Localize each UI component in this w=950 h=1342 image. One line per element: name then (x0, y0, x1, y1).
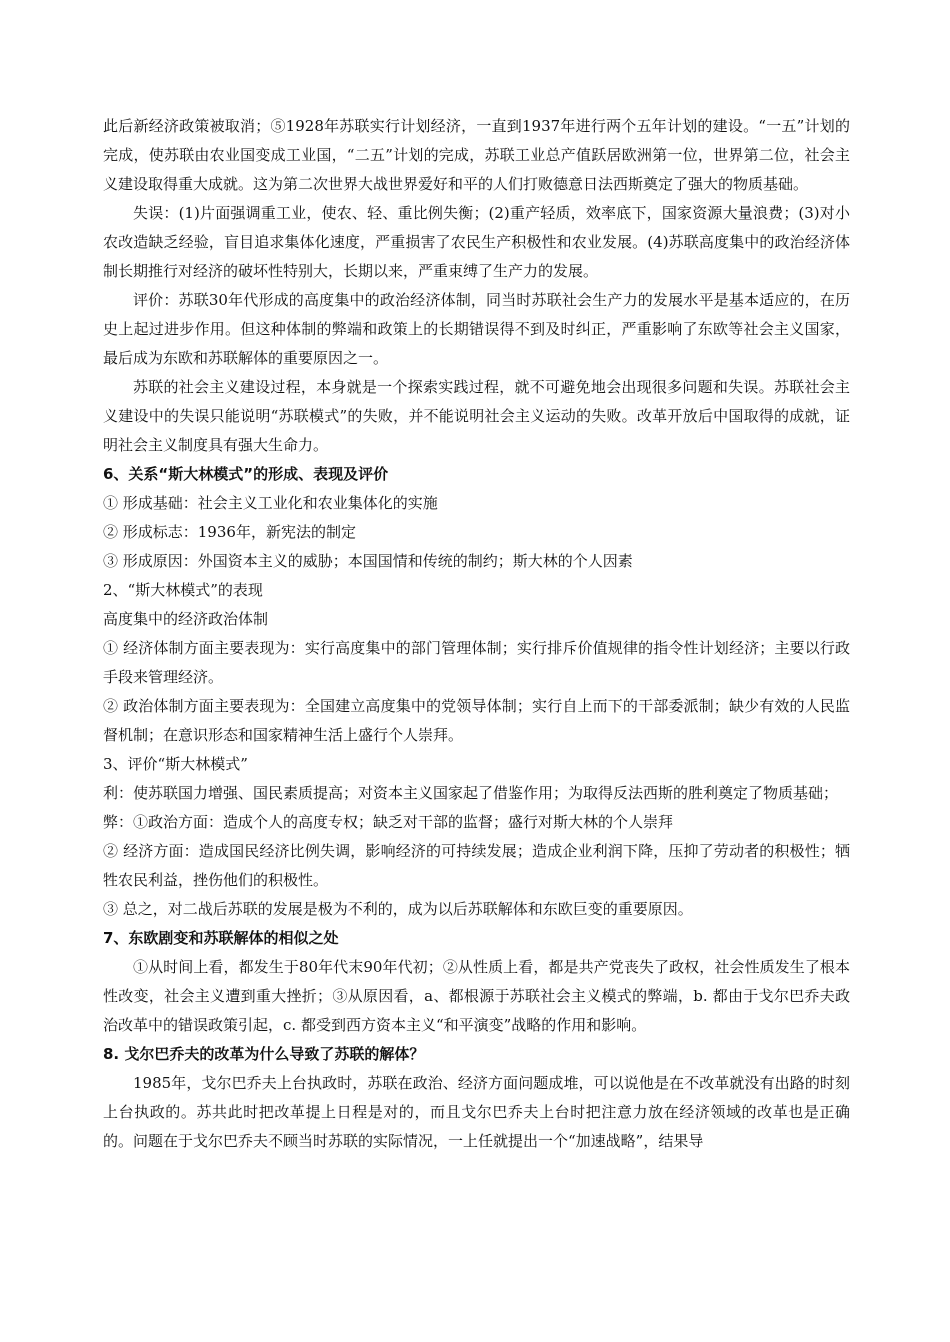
section-7-heading: 7、东欧剧变和苏联解体的相似之处 (103, 929, 339, 947)
section-6-item: 2、“斯大林模式”的表现 (103, 581, 263, 599)
section-6-item: ② 政治体制方面主要表现为：全国建立高度集中的党领导体制；实行自上而下的干部委派制；缺少有效的人民监督机制；在意识形态和国家精神生活上盛行个人崇拜。 (103, 697, 850, 744)
section-6-item: ① 形成基础：社会主义工业化和农业集体化的实施 (103, 494, 438, 512)
section-6-heading: 6、关系“斯大林模式”的形成、表现及评价 (103, 465, 389, 483)
paragraph-evaluation: 评价：苏联30年代形成的高度集中的政治经济体制，同当时苏联社会生产力的发展水平是基本适应的，在历史上起过进步作用。但这种体制的弊端和政策上的长期错误得不到及时纠正，严重影响了东欧等社会主义国家，最后成为东欧和苏联解体的重要原因之一。 (103, 291, 850, 367)
section-6-item: ③ 总之，对二战后苏联的发展是极为不利的，成为以后苏联解体和东欧巨变的重要原因。 (103, 900, 693, 918)
section-8-heading: 8. 戈尔巴乔夫的改革为什么导致了苏联的解体？ (103, 1045, 425, 1063)
section-6-item: ① 经济体制方面主要表现为：实行高度集中的部门管理体制；实行排斥价值规律的指令性计划经济；主要以行政手段来管理经济。 (103, 639, 850, 686)
section-6-item: ② 经济方面：造成国民经济比例失调，影响经济的可持续发展；造成企业利润下降，压抑了劳动者的积极性；牺牲农民利益，挫伤他们的积极性。 (103, 842, 850, 889)
section-6-item: 高度集中的经济政治体制 (103, 610, 269, 628)
section-6-item: ② 形成标志：1936年，新宪法的制定 (103, 523, 356, 541)
section-6-item: 3、评价“斯大林模式” (103, 755, 248, 773)
section-7-text: ①从时间上看，都发生于80年代末90年代初；②从性质上看，都是共产党丧失了政权，社会性质发生了根本性改变，社会主义遭到重大挫折；③从原因看，a、都根源于苏联社会主义模式的弊端，b. 都由于戈尔巴乔夫政治改革中的错误政策引起，c. 都受到西方资本主义“和平演变”战略的作用和影响。 (103, 958, 850, 1034)
paragraph-planned-economy: 此后新经济政策被取消；⑤1928年苏联实行计划经济，一直到1937年进行两个五年计划的建设。“一五”计划的完成，使苏联由农业国变成工业国，“二五”计划的完成，苏联工业总产值跃居欧洲第一位，世界第二位，社会主义建设取得重大成就。这为第二次世界大战世界爱好和平的人们打败德意日法西斯奠定了强大的物质基础。 (103, 117, 850, 193)
paragraph-mistakes: 失误：(1)片面强调重工业，使农、轻、重比例失衡；(2)重产轻质，效率底下，国家资源大量浪费；(3)对小农改造缺乏经验，盲目追求集体化速度，严重损害了农民生产积极性和农业发展。(4)苏联高度集中的政治经济体制长期推行对经济的破坏性特别大，长期以来，严重束缚了生产力的发展。 (103, 204, 850, 280)
document-page (103, 112, 850, 1156)
section-6-item: ③ 形成原因：外国资本主义的威胁；本国国情和传统的制约；斯大林的个人因素 (103, 552, 633, 570)
section-8-text: 1985年，戈尔巴乔夫上台执政时，苏联在政治、经济方面问题成堆，可以说他是在不改革就没有出路的时刻上台执政的。苏共此时把改革提上日程是对的，而且戈尔巴乔夫上台时把注意力放在经济领域的改革也是正确的。问题在于戈尔巴乔夫不顾当时苏联的实际情况，一上任就提出一个“加速战略”，结果导 (103, 1074, 850, 1150)
paragraph-exploration: 苏联的社会主义建设过程，本身就是一个探索实践过程，就不可避免地会出现很多问题和失误。苏联社会主义建设中的失误只能说明“苏联模式”的失败，并不能说明社会主义运动的失败。改革开放后中国取得的成就，证明社会主义制度具有强大生命力。 (103, 378, 850, 454)
section-6-item: 弊：①政治方面：造成个人的高度专权；缺乏对干部的监督；盛行对斯大林的个人崇拜 (103, 813, 674, 831)
section-6-item: 利：使苏联国力增强、国民素质提高；对资本主义国家起了借鉴作用；为取得反法西斯的胜利奠定了物质基础； (103, 784, 839, 802)
